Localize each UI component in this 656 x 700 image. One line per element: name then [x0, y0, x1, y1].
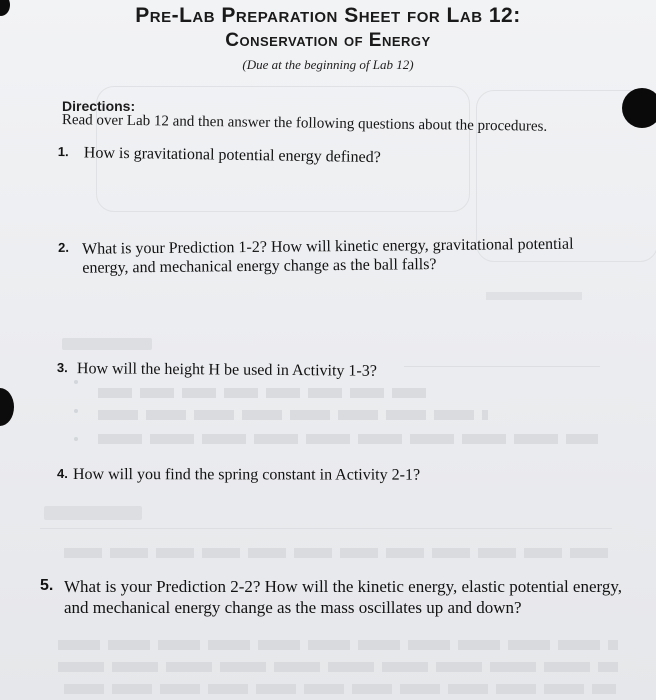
punch-hole-right	[622, 88, 656, 128]
punch-hole-middle	[0, 388, 14, 426]
question-text: How will you find the spring constant in Activity 2-1?	[72, 466, 421, 484]
bleed-through-text-5	[58, 640, 618, 650]
question-number: 5.	[40, 577, 54, 594]
bleed-through-text-3	[98, 434, 598, 444]
page-title-line-1: Pre-Lab Preparation Sheet for Lab 12:	[135, 4, 521, 27]
bleed-through-dot-3	[74, 380, 78, 384]
bleed-through-heading-2	[44, 506, 142, 520]
question-text: What is your Prediction 2-2? How will the kinetic energy, elastic potential energy, and mechanical energy change as the mass oscillates up and down?	[64, 577, 623, 617]
question-number: 4.	[56, 466, 68, 482]
bleed-through-rule-2	[40, 528, 612, 529]
bleed-through-heading-1	[62, 338, 152, 350]
due-note: (Due at the beginning of Lab 12)	[242, 57, 414, 72]
bleed-through-text-7	[64, 684, 616, 694]
bleed-through-rule-1	[404, 366, 600, 367]
question-number: 3.	[56, 360, 68, 376]
question-text: What is your Prediction 1-2? How will kinetic energy, gravitational potential energy, and mechanical energy change as the ball falls?	[82, 235, 574, 277]
bleed-through-dot-1	[74, 409, 78, 413]
question-text: How will the height H be used in Activity 1-3?	[76, 360, 377, 380]
question-number: 2.	[58, 239, 70, 255]
bleed-through-text-6	[58, 662, 618, 672]
bleed-through-text-1	[98, 388, 428, 398]
page-title-line-2: Conservation of Energy	[225, 30, 431, 51]
question-text: How is gravitational potential energy defined?	[83, 144, 381, 167]
bleed-through-dot-2	[74, 437, 78, 441]
bleed-through-text-8	[486, 292, 582, 300]
question-number: 1.	[57, 144, 69, 160]
directions-text: Read over Lab 12 and then answer the following questions about the procedures.	[61, 112, 548, 135]
bleed-through-text-2	[98, 410, 488, 420]
bleed-through-text-4	[64, 548, 612, 558]
directions-heading: Directions:	[62, 98, 136, 114]
